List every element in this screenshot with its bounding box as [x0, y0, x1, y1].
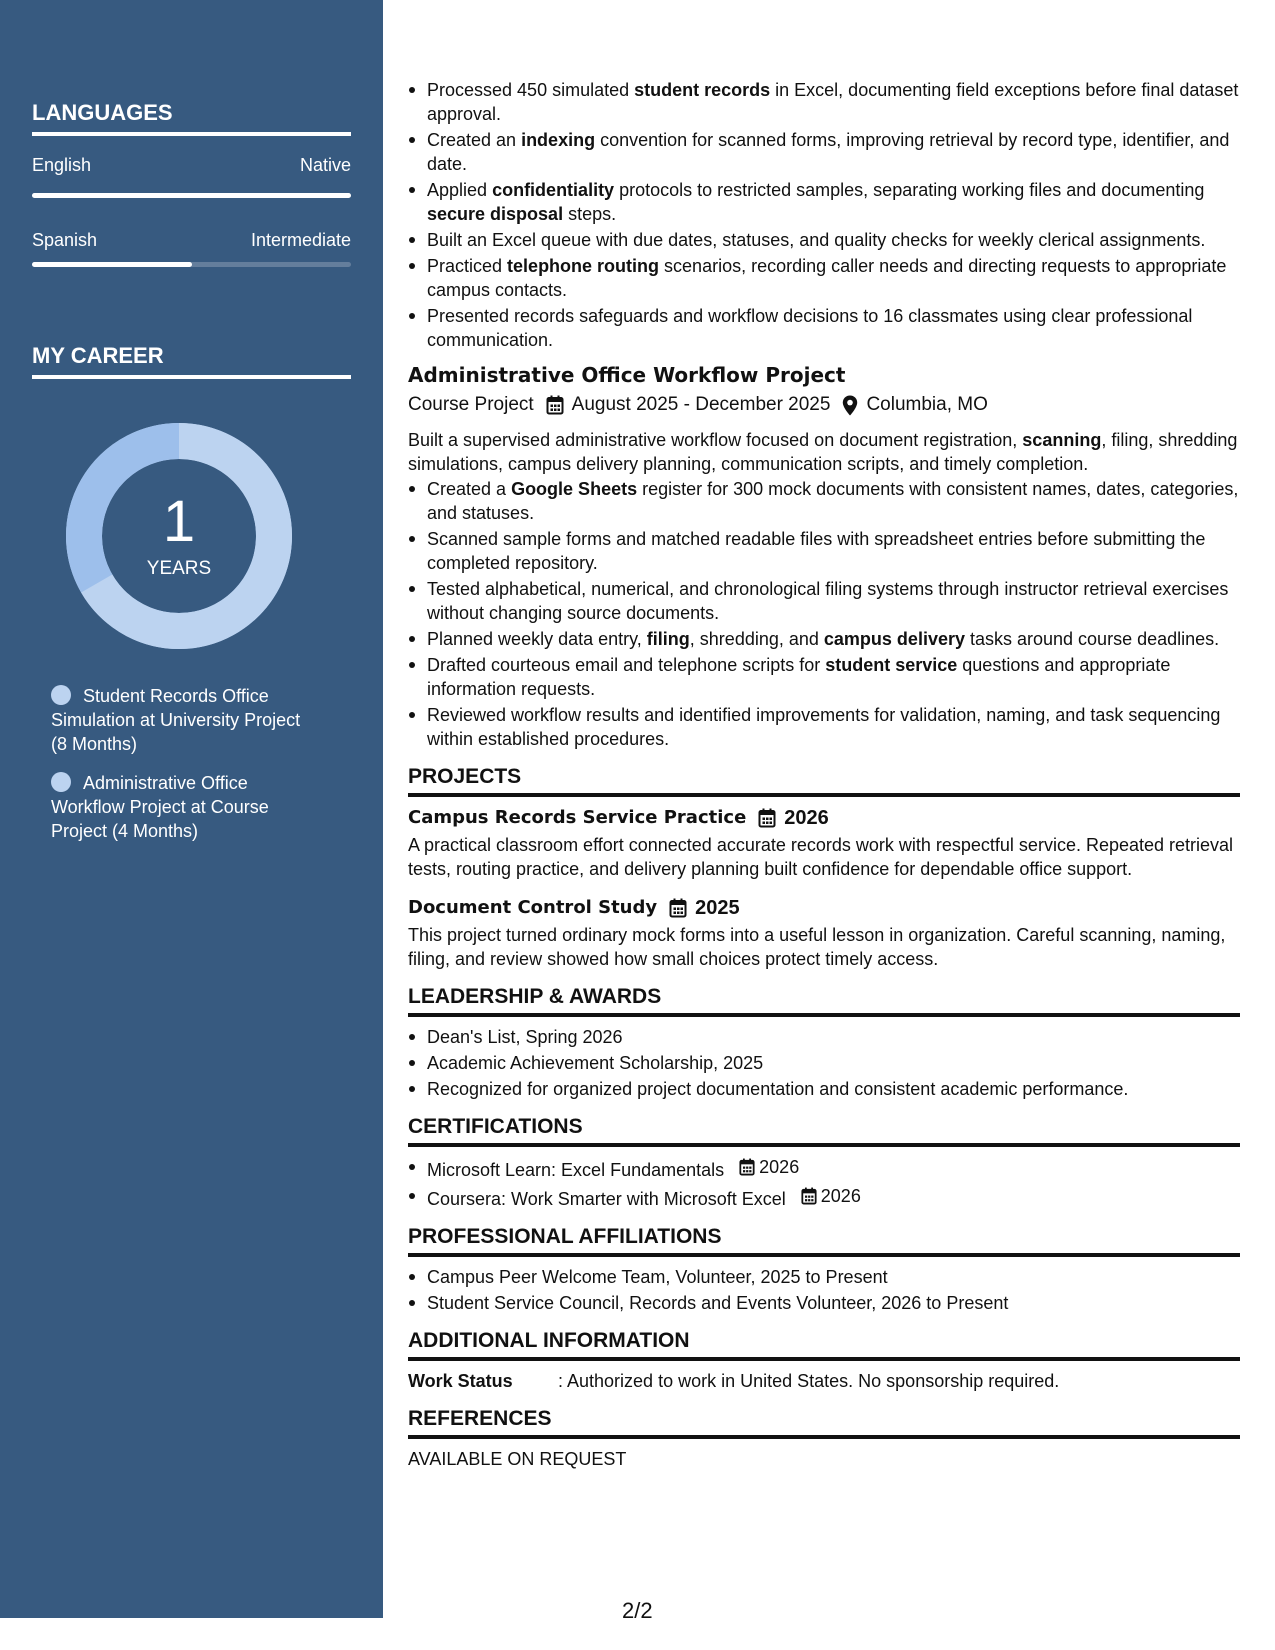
bold-text: Google Sheets [511, 479, 638, 499]
certification-name: Coursera: Work Smarter with Microsoft Excel [427, 1189, 786, 1209]
bold-text: scanning [1022, 430, 1102, 450]
certifications-heading: CERTIFICATIONS [408, 1115, 1240, 1147]
certification-year: 2026 [820, 1186, 861, 1206]
career-years-number: 1 [162, 489, 196, 554]
leadership-heading: LEADERSHIP & AWARDS [408, 985, 1240, 1017]
career-item-label: Student Records Office Simulation at University Project (8 Months) [51, 686, 301, 754]
text-run: questions and appropriate information requests. [427, 655, 1171, 699]
text-run: protocols to restricted samples, separating working files and documenting [614, 180, 1205, 200]
text-run: , shredding, and [689, 629, 824, 649]
leadership-list [408, 1025, 1240, 1101]
bold-text: student service [825, 655, 958, 675]
text-run: Processed 450 simulated [427, 80, 635, 100]
language-name: English [32, 155, 92, 175]
text-run: Created an [427, 130, 522, 150]
language-row [32, 155, 351, 176]
bullet-item [408, 653, 1240, 701]
bullet-item [408, 78, 1240, 126]
bold-text: campus delivery [823, 629, 965, 649]
calendar-icon [669, 898, 687, 918]
bullet-item [408, 703, 1240, 751]
text-run: Tested alphabetical, numerical, and chronological filing systems through instructor retrieval exercises without changing source documents. [427, 579, 1229, 623]
job-location: Columbia, MO [866, 394, 988, 415]
certification-year: 2026 [759, 1157, 800, 1177]
bullet-item [408, 228, 1240, 252]
certification-date [739, 1155, 799, 1179]
list-item: Campus Peer Welcome Team, Volunteer, 2025 to Present [408, 1265, 1240, 1289]
project-year: 2025 [695, 897, 740, 919]
bold-text: student records [634, 80, 771, 100]
certifications-list [408, 1155, 1240, 1211]
references-heading: REFERENCES [408, 1407, 1240, 1439]
language-bar [32, 193, 351, 198]
language-bar [32, 262, 351, 267]
bullet-item [408, 304, 1240, 352]
list-item: Dean's List, Spring 2026 [408, 1025, 1240, 1049]
main-content [408, 78, 1240, 1471]
text-run: Practiced [427, 256, 508, 276]
text-run: scenarios, recording caller needs and directing requests to appropriate campus contacts. [427, 256, 1227, 300]
calendar-icon [546, 395, 564, 415]
project-description: A practical classroom effort connected accurate records work with respectful service. Repeated retrieval tests, routing practice, and delivery planning built confidence for dependable office support. [408, 835, 1234, 879]
job-dates: August 2025 - December 2025 [571, 394, 831, 415]
text-run: steps. [563, 204, 617, 224]
job-type: Course Project [408, 394, 534, 415]
sidebar [0, 0, 383, 1618]
project-item [408, 805, 1240, 881]
work-status-label: Work Status [408, 1371, 513, 1391]
bullet-item [408, 577, 1240, 625]
language-level: Intermediate [250, 230, 351, 250]
affiliations-heading: PROFESSIONAL AFFILIATIONS [408, 1225, 1240, 1257]
bold-text: indexing [521, 130, 596, 150]
languages-heading: LANGUAGES [32, 100, 351, 136]
calendar-icon [739, 1158, 755, 1176]
list-item [408, 1184, 1240, 1211]
bullet-item [408, 178, 1240, 226]
experience-bullets [408, 78, 1240, 352]
text-run: , filing, shredding simulations, campus delivery planning, communication scripts, and timely completion. [408, 430, 1238, 474]
calendar-icon [801, 1187, 817, 1205]
language-row [32, 230, 351, 251]
project-title: Document Control Study [408, 897, 658, 918]
text-run: register for 300 mock documents with consistent names, dates, categories, and statuses. [427, 479, 1239, 523]
career-item-label: Administrative Office Workflow Project at Course Project (4 Months) [51, 773, 269, 841]
text-run: Applied [427, 180, 493, 200]
job-meta [408, 392, 1240, 418]
text-run: convention for scanned forms, improving retrieval by record type, identifier, and date. [427, 130, 1230, 174]
list-item: Recognized for organized project documentation and consistent academic performance. [408, 1077, 1240, 1101]
text-run: Planned weekly data entry, [427, 629, 647, 649]
list-item: Student Service Council, Records and Events Volunteer, 2026 to Present [408, 1291, 1240, 1315]
bullet-item [408, 254, 1240, 302]
list-item: Academic Achievement Scholarship, 2025 [408, 1051, 1240, 1075]
career-item [51, 684, 321, 756]
text-run: Scanned sample forms and matched readable files with spreadsheet entries before submitting the completed repository. [427, 529, 1206, 573]
language-name: Spanish [32, 230, 98, 250]
bullet-item [408, 477, 1240, 525]
affiliations-list [408, 1265, 1240, 1315]
location-pin-icon [842, 395, 858, 416]
text-run: Built an Excel queue with due dates, statuses, and quality checks for weekly clerical assignments. [427, 230, 1206, 250]
career-heading: MY CAREER [32, 343, 351, 379]
language-level: Native [299, 155, 351, 175]
language-bar-fill [32, 193, 351, 198]
job-bullets [408, 477, 1240, 751]
bold-text: telephone routing [507, 256, 660, 276]
list-item [408, 1155, 1240, 1182]
references-text: AVAILABLE ON REQUEST [408, 1449, 627, 1469]
language-bar-fill [32, 262, 192, 267]
text-run: Reviewed workflow results and identified improvements for validation, naming, and task sequencing within established procedures. [427, 705, 1221, 749]
career-dot-icon [51, 685, 71, 705]
job-summary [408, 428, 1240, 476]
bold-text: secure disposal [427, 204, 564, 224]
career-dot-icon [51, 772, 71, 792]
career-item [51, 771, 321, 843]
calendar-icon [758, 808, 776, 828]
work-status-value: : Authorized to work in United States. No sponsorship required. [558, 1371, 1060, 1391]
project-year: 2026 [784, 807, 829, 829]
text-run: Presented records safeguards and workflow decisions to 16 classmates using clear professional communication. [427, 306, 1193, 350]
bullet-item [408, 128, 1240, 176]
career-years-unit: YEARS [146, 558, 212, 579]
bold-text: confidentiality [492, 180, 615, 200]
projects-heading: PROJECTS [408, 765, 1240, 797]
project-title-row [408, 805, 1240, 831]
certification-date [801, 1184, 861, 1208]
job-title: Administrative Office Workflow Project [408, 363, 846, 387]
project-description: This project turned ordinary mock forms into a useful lesson in organization. Careful scanning, naming, filing, and review showed how small choices protect timely access. [408, 925, 1226, 969]
text-run: in Excel, documenting field exceptions before final dataset approval. [427, 80, 1239, 124]
page-number: 2/2 [622, 1598, 653, 1623]
project-item [408, 895, 1240, 971]
bullet-item [408, 527, 1240, 575]
work-status-row [408, 1369, 1240, 1393]
text-run: Built a supervised administrative workflow focused on document registration, [408, 430, 1023, 450]
bold-text: filing [646, 629, 690, 649]
project-title-row [408, 895, 1240, 921]
bullet-item [408, 627, 1240, 651]
text-run: tasks around course deadlines. [964, 629, 1220, 649]
certification-name: Microsoft Learn: Excel Fundamentals [427, 1160, 725, 1180]
text-run: Created a [427, 479, 512, 499]
project-title: Campus Records Service Practice [408, 807, 747, 828]
text-run: Drafted courteous email and telephone scripts for [427, 655, 826, 675]
additional-info-heading: ADDITIONAL INFORMATION [408, 1329, 1240, 1361]
